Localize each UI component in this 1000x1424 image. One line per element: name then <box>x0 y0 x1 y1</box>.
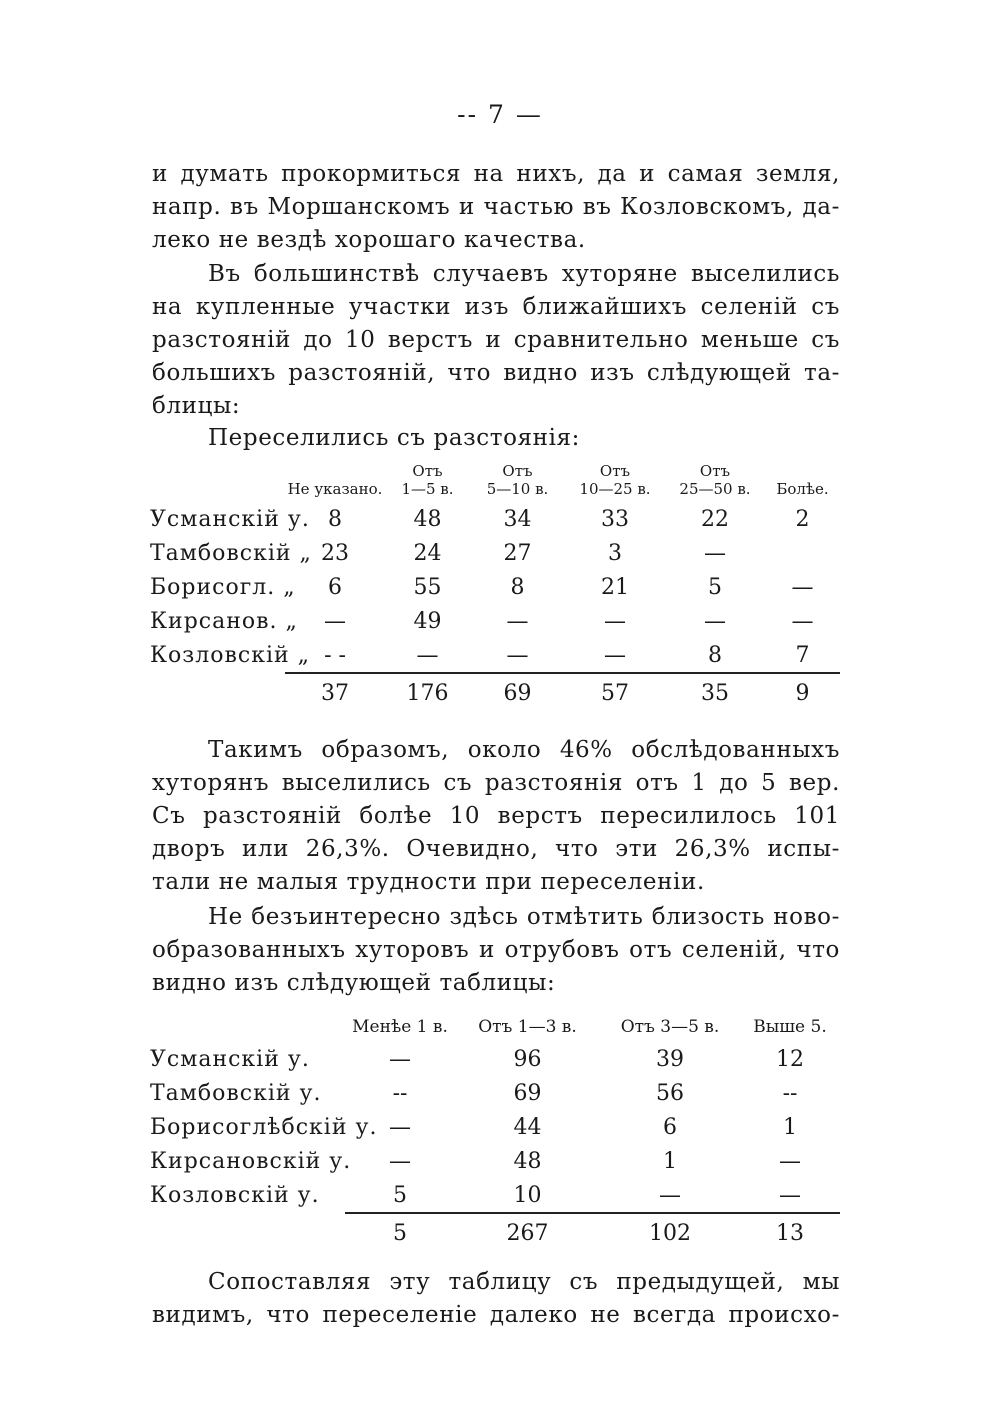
table-cell: 96 <box>513 1046 542 1072</box>
table-cell: 10 <box>513 1182 542 1208</box>
table-cell: 3 <box>608 540 622 566</box>
table-cell: 8 <box>328 506 342 532</box>
table-total-row <box>150 1213 840 1252</box>
total-cell: 13 <box>740 1213 840 1252</box>
row-label: Тамбовскій у. <box>150 1080 322 1106</box>
table-cell: 5 <box>708 574 722 600</box>
text-line: видимъ, что переселеніе далеко не всегда происхо- <box>152 1302 840 1328</box>
table-cell: 44 <box>513 1114 542 1140</box>
column-header: Выше 5. <box>753 1017 827 1037</box>
table-row <box>150 1110 840 1144</box>
column-header: Отъ 3—5 в. <box>620 1017 720 1037</box>
table-cell <box>765 536 840 570</box>
table-cell: - - <box>324 642 346 668</box>
table-cell: — <box>604 608 626 634</box>
table-cell: 33 <box>601 506 629 532</box>
table-cell: 34 <box>503 506 532 532</box>
row-label: Усманскій у. <box>150 1046 310 1072</box>
total-cell: 267 <box>455 1213 600 1252</box>
total-cell: 9 <box>765 673 840 712</box>
table-cell: — <box>779 1148 801 1174</box>
text-line: блицы: <box>152 393 241 419</box>
table-cell: 7 <box>795 642 810 668</box>
table-cell: 12 <box>776 1046 804 1072</box>
row-label: Кирсанов. „ <box>150 608 298 634</box>
text-line: большихъ разстояній, что видно изъ слѣдующей та- <box>152 360 840 386</box>
text-line: тали не малыя трудности при переселеніи. <box>152 869 705 895</box>
table-cell: — <box>389 1046 411 1072</box>
table-row <box>150 1144 840 1178</box>
table-cell: — <box>604 642 626 668</box>
table-cell: 1 <box>663 1148 677 1174</box>
paragraph-4 <box>152 901 840 1000</box>
table-cell: — <box>704 608 726 634</box>
table-header-row <box>150 1018 840 1042</box>
column-header: Болѣе. <box>776 480 829 498</box>
table-cell: 24 <box>413 540 442 566</box>
row-label: Тамбовскій „ <box>150 540 312 566</box>
total-cell: 69 <box>470 673 565 712</box>
text-line: видно изъ слѣдующей таблицы: <box>152 970 556 996</box>
page-number: -- 7 — <box>457 100 543 129</box>
table-total-row <box>150 673 840 712</box>
table-1-caption: Переселились съ разстоянія: <box>208 425 581 451</box>
text-line: Такимъ образомъ, около 46% обслѣдованныхъ <box>208 737 840 763</box>
text-line: Не безъинтересно здѣсь отмѣтить близость ново- <box>208 904 840 930</box>
total-cell: 37 <box>285 673 385 712</box>
table-cell: — <box>791 608 814 634</box>
table-cell: 8 <box>510 574 525 600</box>
table-row <box>150 1178 840 1213</box>
table-cell: — <box>506 642 529 668</box>
table-cell: 22 <box>701 506 729 532</box>
row-label: Кирсановскій у. <box>150 1148 352 1174</box>
table-cell: 2 <box>795 506 810 532</box>
table-cell: 48 <box>513 1148 542 1174</box>
table-header-row <box>150 462 840 502</box>
row-label: Козловскій у. <box>150 1183 320 1208</box>
table-cell: 1 <box>783 1114 797 1140</box>
table-row <box>150 638 840 673</box>
farmstead-proximity-table <box>150 1018 840 1252</box>
table-cell: — <box>659 1182 681 1208</box>
table-cell: 23 <box>321 540 349 566</box>
total-cell: 102 <box>600 1213 740 1252</box>
table-cell: 6 <box>663 1114 677 1140</box>
text-line: Сопоставляя эту таблицу съ предыдущей, мы <box>208 1269 840 1295</box>
table-cell: — <box>389 1148 411 1174</box>
table-row <box>150 536 840 570</box>
paragraph-3 <box>152 734 840 899</box>
paragraph-2 <box>152 258 840 423</box>
text-line: и думать прокормиться на нихъ, да и самая земля, <box>152 161 840 187</box>
table-cell: 48 <box>413 506 442 532</box>
text-line: хуторянъ выселились съ разстоянія отъ 1 до 5 вер. <box>152 770 840 796</box>
text-line: образованныхъ хуторовъ и отрубовъ отъ селеній, что <box>152 937 840 963</box>
row-label: Борисогл. „ <box>150 574 296 600</box>
table-cell: — <box>704 540 726 566</box>
table-cell: — <box>779 1182 801 1208</box>
table-cell: — <box>416 642 439 668</box>
table-cell: 21 <box>601 574 629 600</box>
table-row <box>150 604 840 638</box>
text-line: дворъ или 26,3%. Очевидно, что эти 26,3% испы- <box>152 836 840 862</box>
table-cell: 69 <box>513 1080 542 1106</box>
paragraph-5 <box>152 1266 840 1332</box>
table-cell: 6 <box>328 574 342 600</box>
table-cell: 49 <box>413 608 442 634</box>
table-cell: 27 <box>503 540 532 566</box>
table-cell: -- <box>392 1080 408 1106</box>
row-label: Усманскій у. <box>150 506 310 532</box>
text-line: леко не вездѣ хорошаго качества. <box>152 227 586 253</box>
table-cell: -- <box>782 1080 798 1106</box>
total-cell: 35 <box>665 673 765 712</box>
text-line: разстояній до 10 верстъ и сравнительно меньше съ <box>152 327 840 353</box>
column-header: Менѣе 1 в. <box>352 1017 448 1037</box>
column-header: Отъ 5—10 в. <box>486 462 549 498</box>
relocation-distance-table <box>150 462 840 712</box>
table-cell: — <box>389 1114 411 1140</box>
total-cell: 176 <box>385 673 470 712</box>
table-row <box>150 1042 840 1076</box>
row-label: Борисоглѣбскій у. <box>150 1114 378 1140</box>
row-label: Козловскій „ <box>150 643 311 668</box>
text-line: напр. въ Моршанскомъ и частью въ Козловскомъ, да- <box>152 194 840 220</box>
column-header: Отъ 10—25 в. <box>579 462 651 498</box>
text-line: на купленные участки изъ ближайшихъ селеній съ <box>152 294 840 320</box>
table-cell: — <box>506 608 529 634</box>
table-cell: 56 <box>656 1080 684 1106</box>
table-row <box>150 502 840 536</box>
table-cell: 39 <box>656 1046 684 1072</box>
table-cell: 55 <box>413 574 442 600</box>
total-cell: 5 <box>345 1213 455 1252</box>
total-cell: 57 <box>565 673 665 712</box>
table-row <box>150 1076 840 1110</box>
column-header: Отъ 25—50 в. <box>679 462 751 498</box>
table-cell: — <box>324 608 346 634</box>
column-header: Не указано. <box>287 480 383 498</box>
column-header: Отъ 1—3 в. <box>478 1017 577 1037</box>
text-line: Съ разстояній болѣе 10 верстъ пересилилось 101 <box>152 803 840 829</box>
table-row <box>150 570 840 604</box>
paragraph-1 <box>152 158 840 257</box>
table-cell: — <box>791 574 814 600</box>
text-line: Въ большинствѣ случаевъ хуторяне выселились <box>208 261 840 287</box>
table-cell: 8 <box>708 642 722 668</box>
table-cell: 5 <box>393 1182 407 1208</box>
column-header: Отъ 1—5 в. <box>401 462 454 498</box>
